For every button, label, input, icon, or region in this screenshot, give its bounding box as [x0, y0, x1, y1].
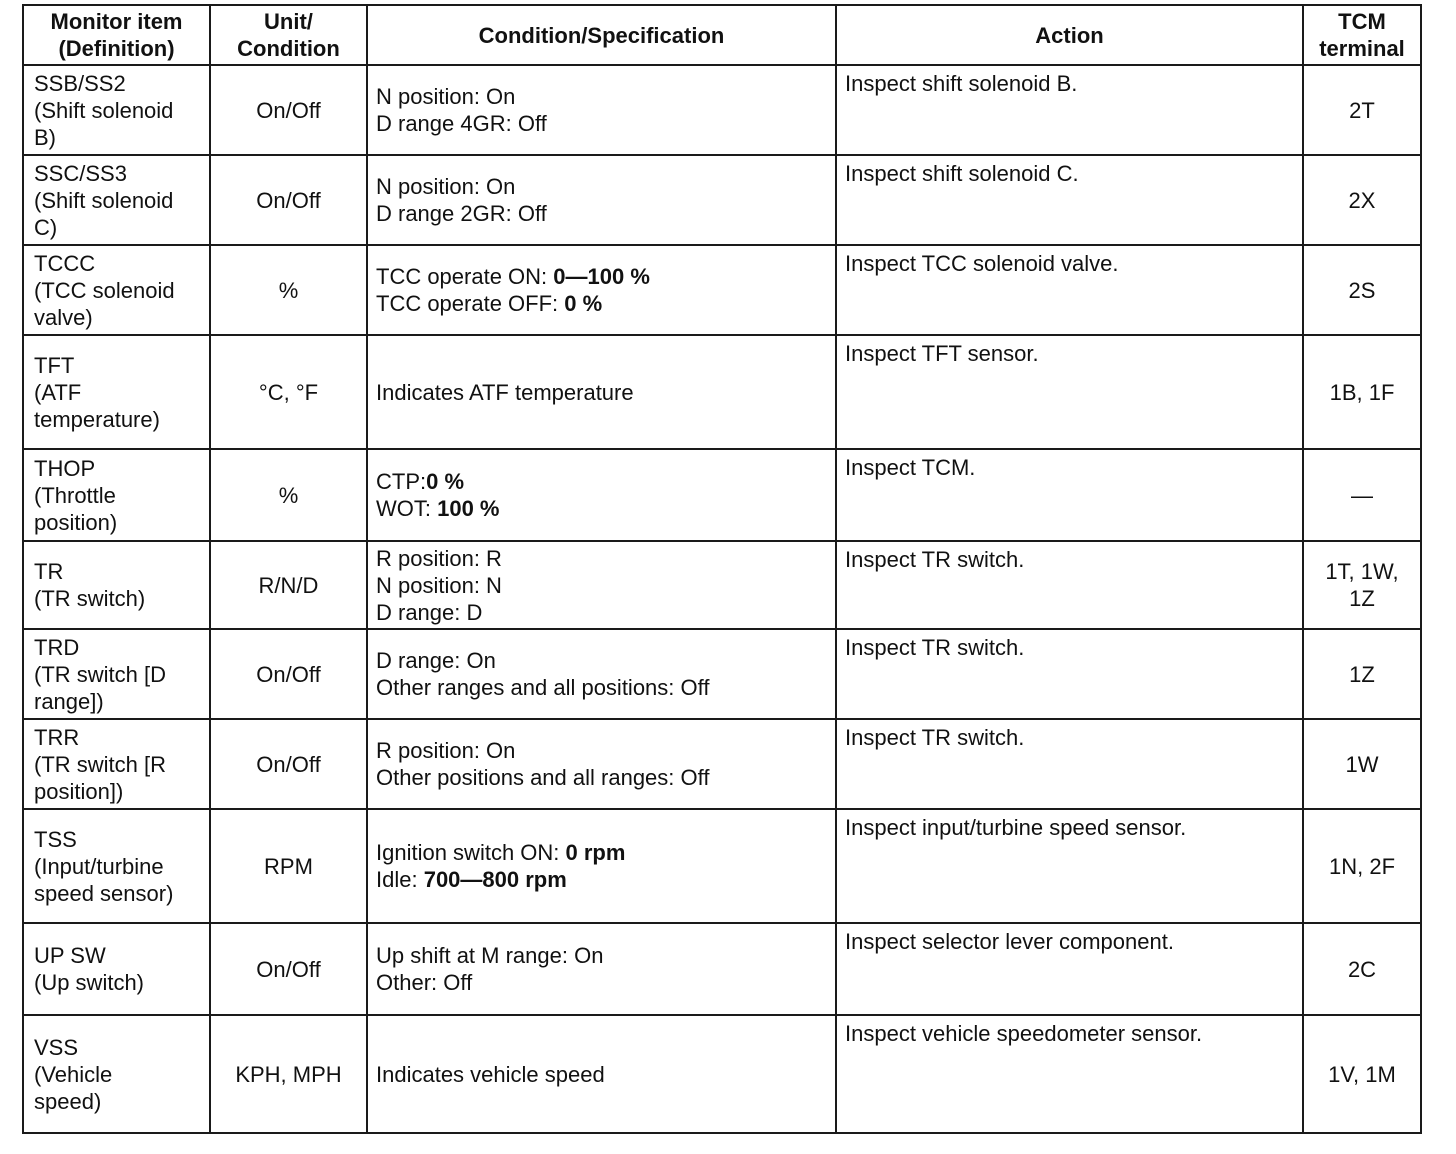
monitor-item-table: [22, 4, 1422, 1134]
condition-text: Indicates ATF temperature: [376, 379, 634, 405]
condition-line: [376, 263, 827, 290]
condition-value-bold: 0—100 %: [553, 264, 650, 289]
tcm-terminal-line: —: [1351, 482, 1373, 508]
action-cell: Inspect shift solenoid B.: [836, 65, 1303, 155]
action-cell: Inspect TCM.: [836, 449, 1303, 541]
unit-cell: %: [210, 449, 367, 541]
monitor-item-line: (TR switch [D: [34, 661, 166, 687]
condition-line: [376, 599, 827, 626]
condition-line: [376, 737, 827, 764]
table-row: [23, 719, 1421, 809]
condition-text: N position: On: [376, 174, 516, 199]
tcm-terminal-line: 1T, 1W,: [1325, 559, 1399, 584]
monitor-item-cell: [23, 1015, 210, 1133]
condition-line: [376, 647, 827, 674]
tcm-terminal-line: 1V, 1M: [1328, 1061, 1396, 1087]
monitor-item-line: TRR: [34, 724, 80, 750]
header-unit: [210, 5, 367, 65]
monitor-item-line: UP SW: [34, 943, 106, 968]
condition-cell: [367, 1015, 836, 1133]
condition-text: R position: On: [376, 738, 516, 763]
monitor-item-line: position): [34, 509, 118, 535]
tcm-terminal-line: 2X: [1348, 187, 1376, 213]
monitor-item-line: (Shift solenoid: [34, 187, 174, 213]
tcm-terminal-cell: [1303, 65, 1421, 155]
monitor-item-cell: [23, 245, 210, 335]
monitor-item-cell: [23, 335, 210, 449]
table-row: [23, 155, 1421, 245]
condition-line: [376, 83, 827, 110]
condition-text: TCC operate OFF:: [376, 291, 565, 316]
monitor-item-line: TCCC: [34, 250, 96, 276]
action-cell: Inspect TCC solenoid valve.: [836, 245, 1303, 335]
monitor-item-line: (TR switch [R: [34, 751, 166, 777]
header-terminal-line: terminal: [1319, 36, 1405, 61]
condition-line: [376, 969, 827, 996]
table-row: [23, 809, 1421, 923]
action-cell: Inspect TFT sensor.: [836, 335, 1303, 449]
condition-cell: [367, 335, 836, 449]
monitor-item-line: VSS: [34, 1034, 79, 1060]
condition-text: Other ranges and all positions: Off: [376, 675, 710, 700]
condition-line: [376, 200, 827, 227]
tcm-terminal-line: 1N, 2F: [1328, 853, 1396, 879]
table-row: [23, 449, 1421, 541]
condition-text: CTP:: [376, 469, 427, 494]
header-terminal: [1303, 5, 1421, 65]
condition-text: Idle:: [376, 867, 424, 892]
condition-cell: [367, 719, 836, 809]
monitor-item-line: (Up switch): [34, 970, 145, 995]
tcm-terminal-cell: [1303, 923, 1421, 1015]
unit-cell: R/N/D: [210, 541, 367, 629]
unit-cell: %: [210, 245, 367, 335]
condition-text: TCC operate ON:: [376, 264, 554, 289]
table-body: [23, 65, 1421, 1133]
tcm-terminal-cell: [1303, 541, 1421, 629]
condition-line: [376, 572, 827, 599]
condition-line: [376, 290, 827, 317]
condition-cell: [367, 245, 836, 335]
action-cell: Inspect input/turbine speed sensor.: [836, 809, 1303, 923]
condition-text: WOT:: [376, 496, 438, 521]
tcm-terminal-line: 1B, 1F: [1329, 379, 1395, 405]
header-action: Action: [836, 5, 1303, 65]
action-cell: Inspect TR switch.: [836, 719, 1303, 809]
monitor-item-cell: [23, 541, 210, 629]
tcm-terminal-line: 2S: [1348, 277, 1376, 303]
monitor-item-line: temperature): [34, 406, 160, 432]
condition-cell: [367, 449, 836, 541]
condition-text: D range: D: [376, 599, 483, 625]
condition-value-bold: 0 %: [426, 469, 465, 494]
condition-cell: [367, 65, 836, 155]
condition-value-bold: 0 rpm: [565, 840, 626, 865]
monitor-item-line: position]): [34, 778, 124, 804]
monitor-item-line: TSS: [34, 826, 77, 852]
action-cell: Inspect shift solenoid C.: [836, 155, 1303, 245]
tcm-terminal-cell: [1303, 335, 1421, 449]
monitor-item-cell: [23, 809, 210, 923]
monitor-item-line: (ATF: [34, 379, 82, 405]
condition-cell: [367, 809, 836, 923]
tcm-terminal-cell: [1303, 1015, 1421, 1133]
tcm-terminal-cell: [1303, 449, 1421, 541]
unit-cell: On/Off: [210, 923, 367, 1015]
monitor-item-line: TR: [34, 559, 64, 584]
monitor-item-line: SSB/SS2: [34, 70, 126, 96]
header-monitor-item: [23, 5, 210, 65]
tcm-terminal-cell: [1303, 809, 1421, 923]
tcm-terminal-line: 1Z: [1349, 586, 1375, 611]
monitor-table-page: [22, 4, 1420, 1134]
condition-text: D range: On: [376, 648, 496, 673]
condition-line: [376, 545, 827, 572]
condition-text: D range 4GR: Off: [376, 111, 547, 136]
condition-value-bold: 700—800 rpm: [423, 867, 567, 892]
condition-text: Other: Off: [376, 970, 473, 995]
condition-text: Indicates vehicle speed: [376, 1061, 605, 1087]
monitor-item-line: (TCC solenoid: [34, 277, 175, 303]
action-cell: Inspect TR switch.: [836, 541, 1303, 629]
condition-text: R position: R: [376, 545, 502, 571]
action-cell: Inspect vehicle speedometer sensor.: [836, 1015, 1303, 1133]
monitor-item-cell: [23, 449, 210, 541]
condition-line: [376, 674, 827, 701]
unit-cell: On/Off: [210, 629, 367, 719]
condition-line: [376, 1061, 827, 1088]
condition-line: [376, 379, 827, 406]
condition-text: N position: N: [376, 572, 502, 598]
table-row: [23, 541, 1421, 629]
monitor-item-cell: [23, 65, 210, 155]
tcm-terminal-cell: [1303, 155, 1421, 245]
condition-cell: [367, 629, 836, 719]
unit-cell: °C, °F: [210, 335, 367, 449]
table-row: [23, 65, 1421, 155]
condition-line: [376, 839, 827, 866]
condition-line: [376, 495, 827, 522]
condition-line: [376, 764, 827, 791]
condition-line: [376, 110, 827, 137]
header-terminal-line: TCM: [1338, 9, 1386, 34]
condition-line: [376, 942, 827, 969]
tcm-terminal-line: 1Z: [1349, 661, 1375, 687]
tcm-terminal-cell: [1303, 629, 1421, 719]
monitor-item-line: valve): [34, 304, 93, 330]
monitor-item-line: (Input/turbine: [34, 853, 164, 879]
condition-line: [376, 468, 827, 495]
monitor-item-cell: [23, 155, 210, 245]
table-row: [23, 923, 1421, 1015]
monitor-item-line: range]): [34, 688, 104, 714]
monitor-item-cell: [23, 923, 210, 1015]
condition-text: Up shift at M range: On: [376, 943, 604, 968]
action-cell: Inspect selector lever component.: [836, 923, 1303, 1015]
header-row: [23, 5, 1421, 65]
monitor-item-cell: [23, 629, 210, 719]
table-row: [23, 1015, 1421, 1133]
unit-cell: On/Off: [210, 155, 367, 245]
monitor-item-line: speed): [34, 1088, 102, 1114]
monitor-item-cell: [23, 719, 210, 809]
header-monitor-item-line: Monitor item: [50, 9, 183, 34]
monitor-item-line: TRD: [34, 634, 80, 660]
header-unit-line: Condition: [237, 36, 340, 61]
table-row: [23, 629, 1421, 719]
monitor-item-line: (Throttle: [34, 482, 116, 508]
monitor-item-line: THOP: [34, 455, 96, 481]
unit-cell: KPH, MPH: [210, 1015, 367, 1133]
monitor-item-line: TFT: [34, 352, 75, 378]
monitor-item-line: C): [34, 214, 58, 240]
monitor-item-line: B): [34, 124, 56, 150]
tcm-terminal-line: 2T: [1349, 97, 1375, 123]
condition-value-bold: 0 %: [564, 291, 603, 316]
condition-cell: [367, 541, 836, 629]
monitor-item-line: (Vehicle: [34, 1061, 113, 1087]
condition-text: Other positions and all ranges: Off: [376, 765, 710, 790]
unit-cell: On/Off: [210, 719, 367, 809]
unit-cell: RPM: [210, 809, 367, 923]
monitor-item-line: (TR switch): [34, 586, 146, 611]
header-unit-line: Unit/: [264, 9, 313, 34]
table-row: [23, 245, 1421, 335]
tcm-terminal-line: 1W: [1345, 751, 1379, 777]
condition-text: D range 2GR: Off: [376, 201, 547, 226]
tcm-terminal-cell: [1303, 719, 1421, 809]
header-monitor-item-line: (Definition): [58, 36, 175, 61]
table-row: [23, 335, 1421, 449]
monitor-item-line: speed sensor): [34, 880, 174, 906]
action-cell: Inspect TR switch.: [836, 629, 1303, 719]
condition-cell: [367, 923, 836, 1015]
monitor-item-line: (Shift solenoid: [34, 97, 174, 123]
tcm-terminal-line: 2C: [1347, 956, 1377, 982]
condition-text: Ignition switch ON:: [376, 840, 566, 865]
condition-text: N position: On: [376, 84, 516, 109]
condition-value-bold: 100 %: [437, 496, 500, 521]
header-condition: Condition/Specification: [367, 5, 836, 65]
condition-line: [376, 173, 827, 200]
monitor-item-line: SSC/SS3: [34, 160, 127, 186]
condition-cell: [367, 155, 836, 245]
condition-line: [376, 866, 827, 893]
unit-cell: On/Off: [210, 65, 367, 155]
tcm-terminal-cell: [1303, 245, 1421, 335]
